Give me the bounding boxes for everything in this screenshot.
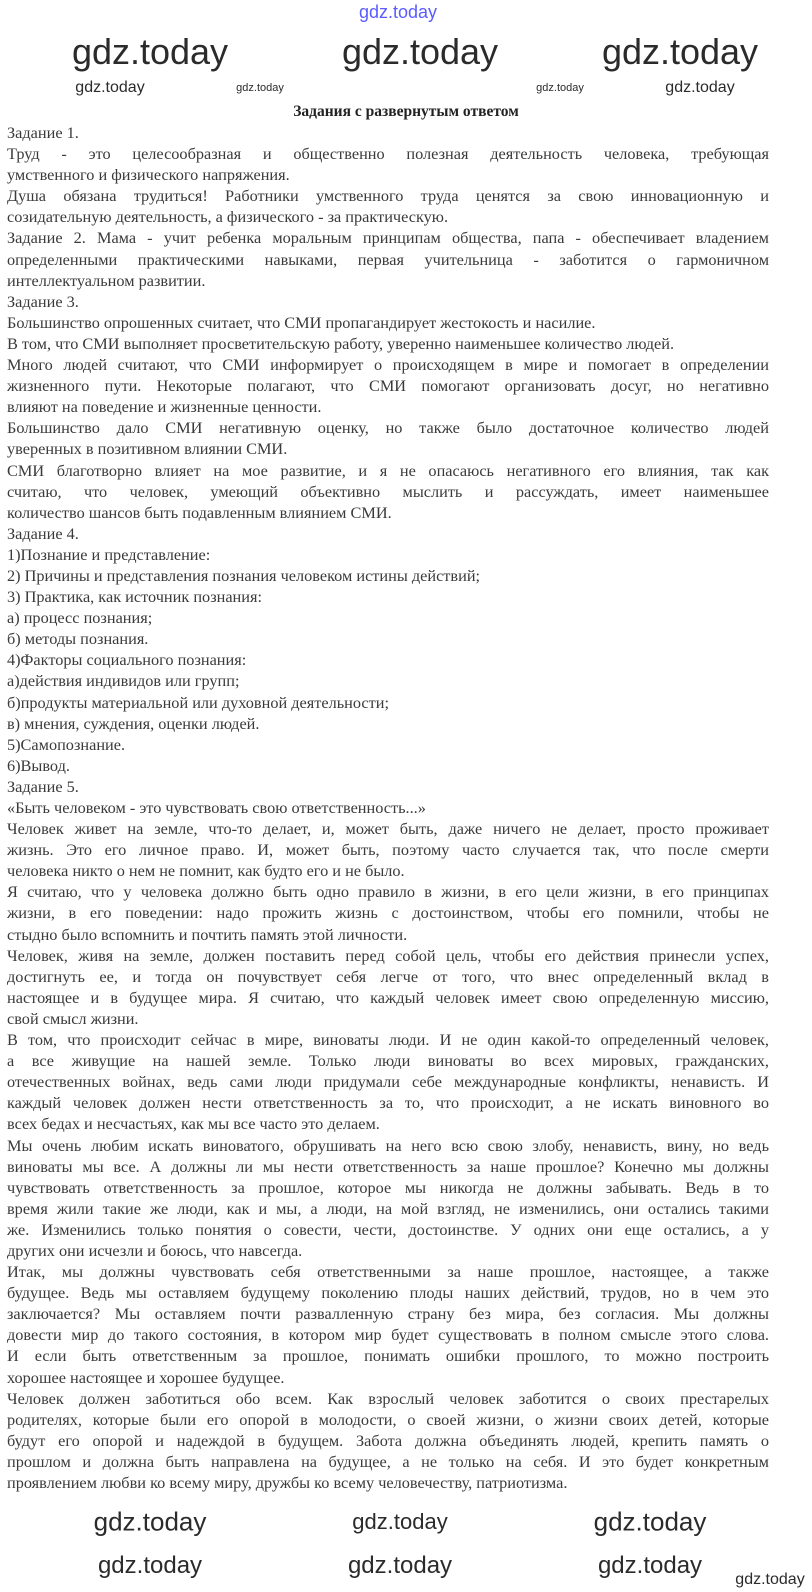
text-line: виноваты мы все. А должны ли мы нести ответственность за наше прошлое? Конечно мы должны — [7, 1156, 769, 1176]
text-line: Труд - это целесообразная и общественно полезная деятельность человека, требующая — [7, 144, 769, 164]
text-line: довести мир до такого состояния, в котором мир будет существовать в полном смысле этого слова. — [7, 1325, 769, 1345]
watermark: gdz.today — [536, 81, 584, 94]
text-line: хорошее настоящее и хорошее будущее. — [7, 1367, 285, 1387]
text-line: Человек живет на земле, что-то делает, и, может быть, даже ничего не делает, просто проживает — [7, 819, 769, 839]
text-line: Много людей считают, что СМИ информирует о происходящем в мире и помогает в определении — [7, 355, 769, 375]
text-line: СМИ благотворно влияет на мое развитие, и я не опасаюсь негативного его влияния, так как — [7, 460, 769, 480]
text-line: определенными практическими навыками, первая учительница - заботится о гармоничном — [7, 249, 769, 269]
text-line: Я считаю, что у человека должно быть одно правило в жизни, в его цели жизни, в его принципах — [7, 882, 769, 902]
text-line: а все живущие на нашей земле. Только люди виноваты во всех мировых, гражданских, — [7, 1051, 769, 1071]
text-line: же. Изменились только понятия о совести, чести, достоинстве. У одних они еще остались, а у — [7, 1219, 769, 1239]
text-line: каждый человек должен нести ответственность за то, что происходит, а не искать виновного во — [7, 1093, 769, 1113]
text-line: Большинство дало СМИ негативную оценку, но также было достаточное количество людей — [7, 418, 769, 438]
text-line: заключается? Мы оставляем почти развалленную страну без мира, без согласия. Мы должны — [7, 1304, 769, 1324]
text-line: Человек, живя на земле, должен поставить перед собой цель, чтобы его действия принесли успех, — [7, 945, 769, 965]
document-body — [7, 122, 769, 1493]
text-line: считаю, что человек, умеющий объективно мыслить и рассуждать, имеет наименьшее — [7, 481, 769, 501]
text-line: «Быть человеком - это чувствовать свою ответственность...» — [7, 798, 426, 817]
text-line: Задание 5. — [7, 776, 79, 796]
text-line: достигнуть ее, и тогда он почувствует себя легче от того, что внес определенный вклад в — [7, 966, 769, 986]
watermark: gdz.today — [93, 1506, 207, 1537]
text-line: б) методы познания. — [7, 629, 149, 649]
text-line: уверенных в позитивном влиянии СМИ. — [7, 439, 288, 459]
text-line: б)продукты материальной или духовной деятельности; — [7, 692, 389, 712]
text-line: 2) Причины и представления познания человеком истины действий; — [7, 565, 481, 585]
text-line: В том, что происходит сейчас в мире, виноваты люди. И не один какой-то определенный человек, — [7, 1030, 769, 1050]
text-line: а) процесс познания; — [7, 608, 153, 628]
watermark: gdz.today — [593, 1506, 707, 1537]
text-line: Итак, мы должны чувствовать себя ответственными за наше прошлое, настоящее, а также — [7, 1262, 769, 1282]
text-line: созидательную деятельность, а физического - за практическую. — [7, 207, 449, 227]
text-line: проявлением любви ко всему миру, дружбы ко всему человечеству, патриотизма. — [7, 1473, 568, 1492]
text-line: будут его опорой и надеждой в будущем. Забота должна объединять людей, крепить память о — [7, 1430, 769, 1450]
watermark: gdz.today — [347, 1551, 453, 1579]
watermark: gdz.today — [341, 31, 499, 73]
text-line: жизненного пути. Некоторые полагают, что СМИ помогают организовать досуг, но негативно — [7, 376, 769, 396]
text-line: Задание 3. — [7, 291, 79, 311]
text-line: влияют на поведение и жизненные ценности. — [7, 397, 322, 417]
text-line: 4)Факторы социального познания: — [7, 650, 247, 670]
text-line: отечественных войнах, ведь сами люди придумали себе международные конфликты, ненависть. И — [7, 1072, 769, 1092]
text-line: В том, что СМИ выполняет просветительскую работу, уверенно наименьшее количество людей. — [7, 333, 675, 353]
text-line: Душа обязана трудиться! Работники умственного труда ценятся за свою инновационную и — [7, 186, 769, 206]
watermark: gdz.today — [597, 1551, 703, 1579]
text-line: будущее. Ведь мы оставляем будущему поколению плоды наших действий, трудов, но в чем это — [7, 1283, 769, 1303]
text-line: жизнь. Это его личное право. И, может быть, поэтому часто случается так, что после смерти — [7, 840, 769, 860]
text-line: 1)Познание и представление: — [7, 544, 211, 564]
text-line: других они исчезли и боюсь, что навсегда. — [7, 1240, 303, 1260]
text-line: человека никто о нем не помнит, как будто его и не было. — [7, 861, 405, 881]
watermark: gdz.today — [665, 79, 735, 97]
text-line: прошлом и должна быть направлена на будущее, а не только на себя. И это будет конкретным — [7, 1451, 769, 1471]
text-line: умственного и физического напряжения. — [7, 165, 290, 185]
text-line: Задание 4. — [7, 523, 79, 543]
text-line: Задание 1. — [7, 123, 79, 142]
text-line: интеллектуальном развитии. — [7, 270, 206, 290]
text-line: 5)Самопознание. — [7, 734, 126, 754]
text-line: количество шансов быть подавленным влиянием СМИ. — [7, 502, 392, 522]
text-line: Задание 2. Мама - учит ребенка моральным принципам общества, папа - обеспечивает владением — [7, 228, 769, 248]
watermark: gdz.today — [601, 31, 759, 73]
text-line: 3) Практика, как источник познания: — [7, 587, 262, 607]
watermark: gdz.today — [735, 1571, 805, 1589]
watermark: gdz.today — [71, 31, 229, 73]
watermark: gdz.today — [236, 81, 284, 94]
text-line: Мы очень любим искать виноватого, обрушивать на него всю свою злобу, ненависть, вину, но ведь — [7, 1135, 769, 1155]
text-line: время жили такие же люди, как и мы, а люди, на мой взгляд, не изменились, они остались такими — [7, 1198, 769, 1218]
text-line: настоящее и в будущее мира. Я считаю, что каждый человек имеет свою определенную миссию, — [7, 987, 769, 1007]
page-title: Задания с развернутым ответом — [293, 103, 519, 120]
text-line: 6)Вывод. — [7, 755, 70, 775]
text-line: в) мнения, суждения, оценки людей. — [7, 713, 260, 733]
watermark-top: gdz.today — [358, 2, 438, 23]
text-line: всех бедах и несчастьях, как мы все часто это делаем. — [7, 1114, 380, 1134]
text-line: чувствовать ответственность за прошлое, которое мы никогда не должны забывать. Ведь в то — [7, 1177, 769, 1197]
watermark: gdz.today — [75, 79, 145, 97]
watermark: gdz.today — [97, 1551, 203, 1579]
text-line: стыдно было вспомнить и почтить память этой личности. — [7, 924, 408, 944]
text-line: свой смысл жизни. — [7, 1008, 139, 1028]
watermark: gdz.today — [352, 1508, 448, 1534]
text-line: Большинство опрошенных считает, что СМИ пропагандирует жестокость и насилие. — [7, 312, 596, 332]
text-line: а)действия индивидов или групп; — [7, 671, 240, 691]
text-line: Человек должен заботиться обо всем. Как взрослый человек заботится о своих престарелых — [7, 1388, 769, 1408]
text-line: И если быть ответственным за прошлое, понимать ошибки прошлого, то можно построить — [7, 1346, 769, 1366]
text-line: жизни, в его поведении: надо прожить жизнь с достоинством, чтобы его помнили, чтобы не — [7, 903, 769, 923]
text-line: родителях, которые были его опорой в молодости, о своей жизни, о жизни своих детей, которые — [7, 1409, 769, 1429]
